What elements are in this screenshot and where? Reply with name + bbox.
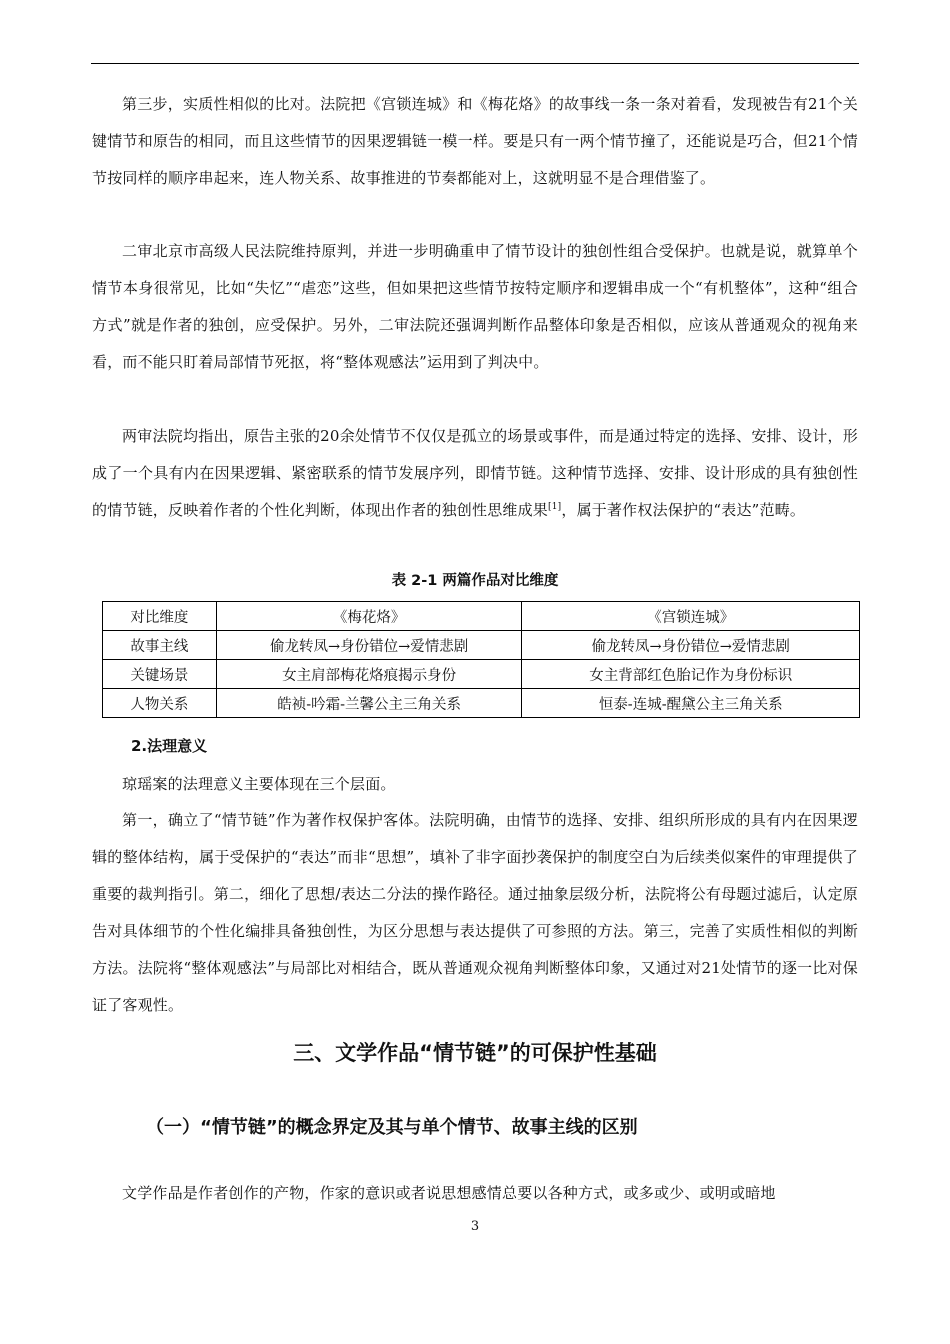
paragraph-second-instance: 二审北京市高级人民法院维持原判，并进一步明确重申了情节设计的独创性组合受保护。也就是说，就算单个情节本身很常见，比如“失忆”“虐恋”这些，但如果把这些情节按特定顺序和逻辑串成一个“有机整体”，这种“组合方式”就是作者的独创，应受保护。另外，二审法院还强调判断作品整体印象是否相似，应该从普通观众的视角来看，而不能只盯着局部情节死抠，将“整体观感法”运用到了判决中。 (92, 242, 858, 371)
table-header-cell: 对比维度 (103, 602, 217, 631)
paragraph-literary-works: 文学作品是作者创作的产物，作家的意识或者说思想感情总要以各种方式，或多或少、或明或暗地 (122, 1184, 776, 1202)
table-row (103, 660, 860, 689)
table-row (103, 631, 860, 660)
table-cell: 皓祯-吟霜-兰馨公主三角关系 (216, 689, 522, 718)
table-cell: 女主肩部梅花烙痕揭示身份 (216, 660, 522, 689)
citation-ref: [1] (548, 502, 562, 512)
section-heading: 三、文学作品“情节链”的可保护性基础 (293, 1041, 657, 1065)
table-cell: 偷龙转凤→身份错位→爱情悲剧 (522, 631, 860, 660)
header-rule (91, 63, 859, 64)
table-header-cell: 《宫锁连城》 (522, 602, 860, 631)
table-cell: 偷龙转凤→身份错位→爱情悲剧 (216, 631, 522, 660)
paragraph-step3: 第三步，实质性相似的比对。法院把《宫锁连城》和《梅花烙》的故事线一条一条对着看，发现被告有21个关键情节和原告的相同，而且这些情节的因果逻辑链一模一样。要是只有一两个情节撞了，还能说是巧合，但21个情节按同样的顺序串起来，连人物关系、故事推进的节奏都能对上，这就明显不是合理借鉴了。 (92, 95, 858, 187)
paragraph-three-levels: 第一，确立了“情节链”作为著作权保护客体。法院明确，由情节的选择、安排、组织所形成的具有内在因果逻辑的整体结构，属于受保护的“表达”而非“思想”，填补了非字面抄袭保护的制度空白为后续类似案件的审理提供了重要的裁判指引。第二，细化了思想/表达二分法的操作路径。通过抽象层级分析，法院将公有母题过滤后，认定原告对具体细节的个性化编排具备独创性，为区分思想与表达提供了可参照的方法。第三，完善了实质性相似的判断方法。法院将“整体观感法”与局部比对相结合，既从普通观众视角判断整体印象，又通过对21处情节的逐一比对保证了客观性。 (92, 811, 858, 1014)
table-cell: 关键场景 (103, 660, 217, 689)
paragraph-both-courts (92, 418, 858, 529)
paragraph-both-courts-text: 两审法院均指出，原告主张的20余处情节不仅仅是孤立的场景或事件，而是通过特定的选择、安排、设计，形成了一个具有内在因果逻辑、紧密联系的情节发展序列，即情节链。这种情节选择、安排、设计形成的具有独创性的情节链，反映着作者的个性化判断，体现出作者的独创性思维成果 (92, 427, 858, 519)
subheading-legal-significance: 2.法理意义 (131, 737, 208, 755)
table-row (103, 689, 860, 718)
table-header-row (103, 602, 860, 631)
table-caption: 表 2-1 两篇作品对比维度 (391, 573, 559, 589)
paragraph-both-courts-tail: ，属于著作权法保护的“表达”范畴。 (561, 501, 806, 519)
paragraph-legal-intro: 琼瑶案的法理意义主要体现在三个层面。 (122, 775, 396, 793)
comparison-table (102, 601, 860, 718)
page-number: 3 (470, 1219, 480, 1234)
table-cell: 恒泰-连城-醒黛公主三角关系 (522, 689, 860, 718)
table-cell: 故事主线 (103, 631, 217, 660)
table-cell: 人物关系 (103, 689, 217, 718)
table-header-cell: 《梅花烙》 (216, 602, 522, 631)
table-cell: 女主背部红色胎记作为身份标识 (522, 660, 860, 689)
subsection-heading: （一）“情节链”的概念界定及其与单个情节、故事主线的区别 (146, 1117, 638, 1138)
